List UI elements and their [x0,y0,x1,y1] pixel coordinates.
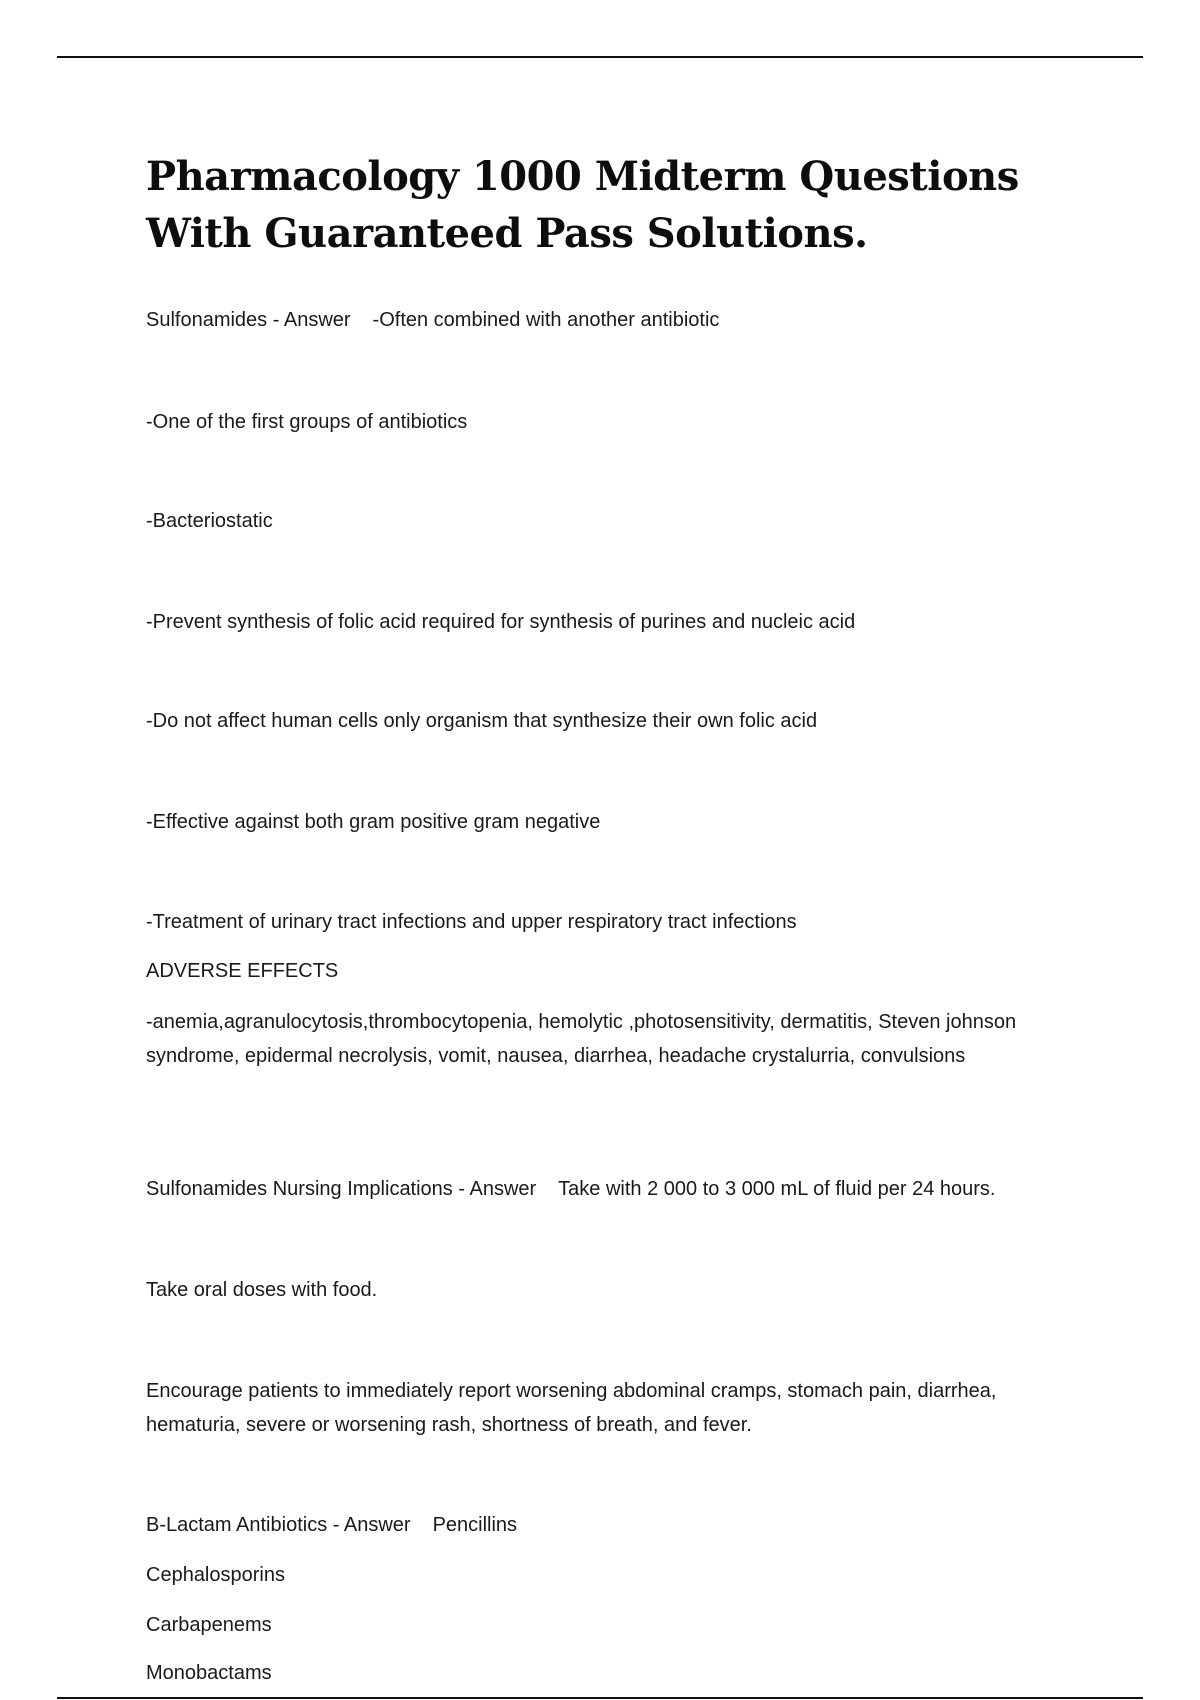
entry-term: B-Lactam Antibiotics - Answer [146,1514,411,1536]
adverse-effects-heading: ADVERSE EFFECTS [146,960,339,982]
list-item: Cephalosporins [146,1564,285,1586]
entry-sulfonamides-header [146,303,1106,337]
entry-answer: Pencillins [432,1514,518,1536]
list-item: Take oral doses with food. [146,1279,378,1301]
adverse-effects-text: -anemia,agranulocytosis,thrombocytopenia, hemolytic ,photosensitivity, dermatitis, Steven johnson syndrome, epidermal necrolysis, vomit, nausea, diarrhea, headache crystalurria, convulsions [146,1011,1017,1067]
list-item: -Prevent synthesis of folic acid required for synthesis of purines and nucleic acid [146,611,856,633]
entry-b-lactam-header [146,1508,1106,1542]
list-item: Encourage patients to immediately report worsening abdominal cramps, stomach pain, diarrhea, hematuria, severe or worsening rash, shortness of breath, and fever. [146,1380,997,1436]
page-title: Pharmacology 1000 Midterm Questions With Guaranteed Pass Solutions. [146,153,1019,257]
entry-term: Sulfonamides Nursing Implications - Answer [146,1178,537,1200]
list-item: -Bacteriostatic [146,510,273,532]
bottom-rule [57,1697,1143,1699]
top-rule [57,56,1143,58]
list-item: -Do not affect human cells only organism that synthesize their own folic acid [146,710,818,732]
entry-term: Sulfonamides - Answer [146,309,351,331]
list-item: -One of the first groups of antibiotics [146,411,468,433]
list-item: Monobactams [146,1662,272,1684]
entry-nursing-header [146,1172,1106,1206]
list-item: -Treatment of urinary tract infections and upper respiratory tract infections [146,911,797,933]
list-item: -Effective against both gram positive gram negative [146,811,601,833]
entry-answer: Take with 2 000 to 3 000 mL of fluid per 24 hours. [558,1178,996,1200]
list-item: Carbapenems [146,1614,272,1636]
entry-answer: -Often combined with another antibiotic [372,309,720,331]
